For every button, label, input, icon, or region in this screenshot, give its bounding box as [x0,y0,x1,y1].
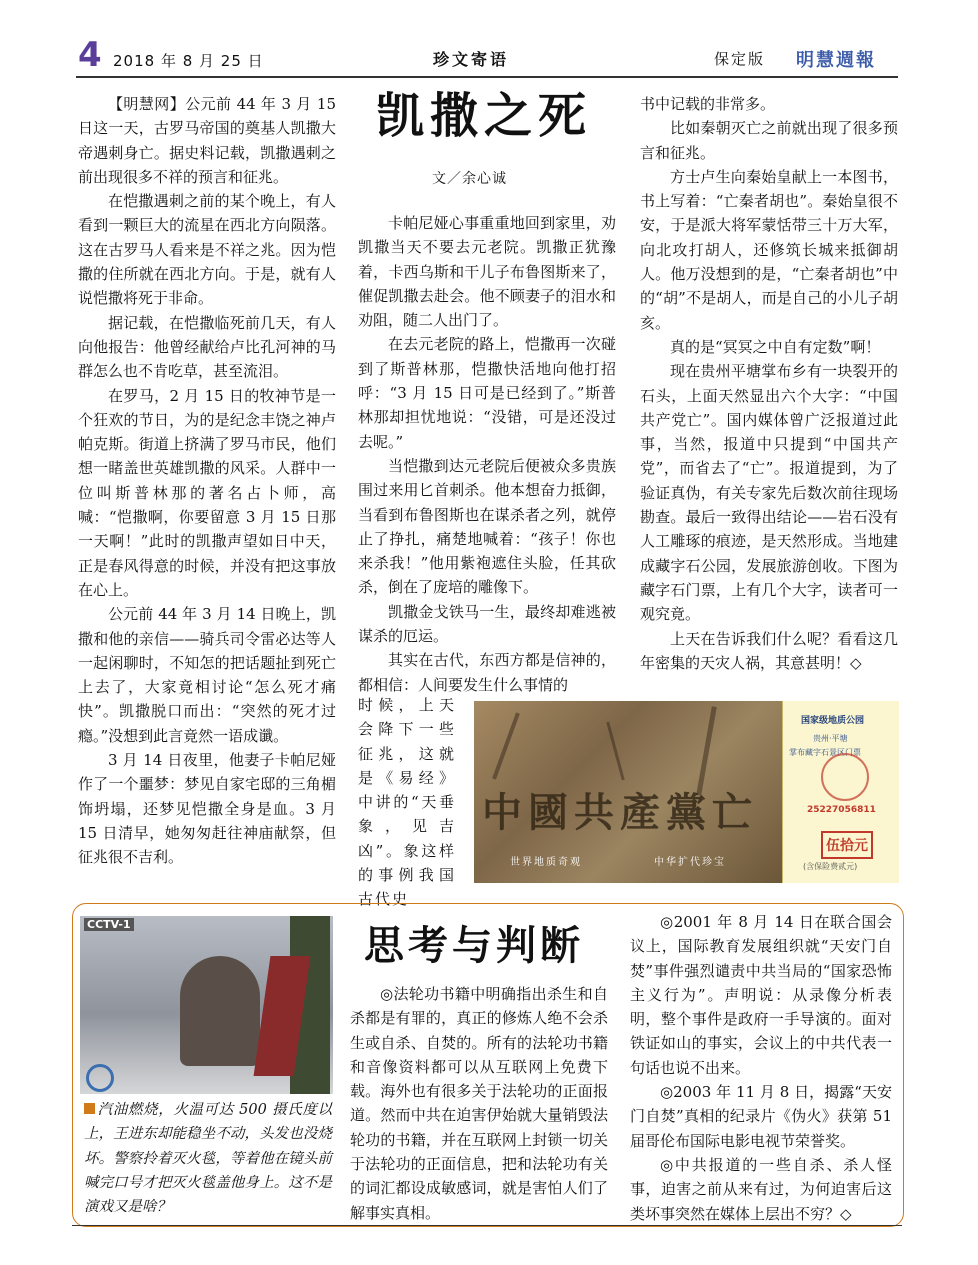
ticket-note: (含保险费贰元) [803,862,858,871]
tv-screenshot-photo [80,916,333,1094]
box-column-2 [350,982,608,1225]
ticket-org: 国家级地质公园 [801,716,865,726]
paragraph: 当恺撒到达元老院后便被众多贵族围过来用匕首刺杀。他本想奋力抵御，当看到布鲁图斯也在谋杀者之列，就停止了挣扎，痛楚地喊着：“孩子！你也来杀我！”他用紫袍遮住头脸，任其砍杀，倒在了庞培的雕像下。 [358,456,616,597]
paragraph: 在恺撒遇刺之前的某个晚上，有人看到一颗巨大的流星在西北方向陨落。这在古罗马人看来是不祥之兆。因为恺撒的住所就在西北方向。于是，就有人说恺撒将死于非命。 [78,192,336,308]
paragraph: 公元前 44 年 3 月 14 日晚上，凯撒和他的亲信——骑兵司令雷必达等人一起闲聊时，不知怎的把话题扯到死亡上去了，大家竟相讨论“怎么死才痛快”。凯撒脱口而出：“突然的死才过瘾。”没想到此言竟然一语成谶。 [78,605,336,745]
ticket-serial: 25227056811 [807,805,876,815]
photo-caption-left: 世界地质奇观 [510,857,582,868]
paragraph: 其实在古代，东西方都是信神的，都相信：人间要发生什么事情的 [358,651,616,694]
paragraph: ◎中共报道的一些自杀、杀人怪事，迫害之前从来有过，为何迫害后这类坏事突然在媒体上层出不穷？◇ [630,1155,892,1223]
page-number: 4 [78,35,102,75]
paragraph: 方士卢生向秦始皇献上一本图书，书上写着：“亡秦者胡也”。秦始皇很不安，于是派大将军蒙恬带三十万大军，向北攻打胡人，还修筑长城来抵御胡人。他万没想到的是，“亡秦者胡也”中的“胡”不是胡人，而是自己的小儿子胡亥。 [640,167,898,332]
inscribed-stone-photo [474,701,782,883]
seated-figure [180,956,260,1066]
stone-glyphs: 中國共產黨亡 [482,789,758,836]
paragraph: 据记载，在恺撒临死前几天，有人向他报告：他曾经献给卢比孔河神的马群怎么也不肯吃草，甚至流泪。 [78,313,336,381]
paragraph: 卡帕尼娅心事重重地回到家里，劝凯撒当天不要去元老院。凯撒正犹豫着，卡西乌斯和干儿子布鲁图斯来了，催促凯撒去赴会。他不顾妻子的泪水和劝阻，随二人出门了。 [358,214,616,330]
article-title: 凯撒之死 [376,88,593,144]
issue-date: 2018 年 8 月 25 日 [113,52,264,70]
header-rule [76,76,898,78]
tv-logo: CCTV-1 [84,918,134,931]
edition-label: 保定版 [714,50,766,68]
paragraph: 真的是“冥冥之中自有定数”啊！ [670,337,881,356]
footer-rule [72,1225,902,1226]
article-column-3 [640,92,898,675]
photo-caption-right: 中华扩代珍宝 [654,857,726,868]
square-bullet-icon [84,1103,95,1114]
paragraph: 在罗马，2 月 15 日的牧神节是一个狂欢的节日，为的是纪念丰饶之神卢帕克斯。街道上挤满了罗马市民，他们想一睹盖世英雄凯撒的风采。人群中一位叫斯普林那的著名占卜师，高喊：“恺撒啊，你要留意 3 月 15 日那一天啊！”此时的凯撒声望如日中天，正是春风得意的时候，并没有把这事放在心上。 [78,386,336,599]
article-column-2-narrow [358,693,456,912]
article-byline: 文／余心诚 [432,171,507,187]
channel-swirl-icon [86,1064,114,1092]
caption-text: 汽油燃烧，火温可达 500 摄氏度以上，王进东却能稳坐不动，头发也没烧坏。警察拎着灭火毯，等着他在镜头前喊完口号才把灭火毯盖他身上。这不是演戏又是啥？ [84,1102,332,1216]
ticket-name: 掌布藏字石景区门票 [789,748,861,757]
article-column-1 [78,92,336,870]
ticket-place: 贵州·平塘 [813,734,848,743]
ticket-stamp [821,753,869,801]
park-ticket-image [782,701,899,883]
paragraph: ◎2001 年 8 月 14 日在联合国会议上，国际教育发展组织就“天安门自焚”事件强烈谴责中共当局的“国家恐怖主义行为”。声明说：从录像分析表明，整个事件是政府一手导演的。面对铁证如山的事实，会议上的中共代表一句话也说不出来。 [630,913,892,1077]
box-column-3 [630,910,892,1226]
paragraph: 在去元老院的路上，恺撒再一次碰到了斯普林那，恺撒快活地向他打招呼：“3 月 15 日可是已经到了。”斯普林那却担忧地说：“没错，可是还没过去呢。” [358,335,616,451]
photo-caption [84,1098,332,1219]
paragraph: 现在贵州平塘掌布乡有一块裂开的石头，上面天然显出六个大字：“中国共产党亡”。国内媒体曾广泛报道过此事，当然，报道中只提到“中国共产党”，而省去了“亡”。报道提到，为了验证真伪，有关专家先后数次前往现场勘查。最后一致得出结论——岩石没有人工雕琢的痕迹，是天然形成。当地建成藏字石公园，发展旅游创收。下图为藏字石门票，上有几个大字，读者可一观究竟。 [640,362,898,624]
newspaper-brand: 明慧週報 [796,50,876,71]
paragraph: ◎法轮功书籍中明确指出杀生和自杀都是有罪的，真正的修炼人绝不会杀生或自杀、自焚的。所有的法轮功书籍和音像资料都可以从互联网上免费下载。海外也有很多关于法轮功的正面报道。然而中共在迫害伊始就大量销毁法轮功的书籍，并在互联网上封锁一切关于法轮功的正面信息，把和法轮功有关的词汇都设成敏感词，就是害怕人们了解事实真相。 [350,985,608,1222]
ticket-price: 伍拾元 [821,831,873,859]
paragraph: 3 月 14 日夜里，他妻子卡帕尼娅作了一个噩梦：梦见自家宅邸的三角楣饰坍塌，还梦见恺撒全身是血。3 月 15 日清早，她匆匆赶往神庙献祭，但征兆很不吉利。 [78,751,336,867]
paragraph: 比如秦朝灭亡之前就出现了很多预言和征兆。 [640,119,898,162]
article-column-2 [358,211,616,697]
paragraph: 时候，上天会降下一些征兆，这就是《易经》中讲的“天垂象，见吉凶”。象这样的事例我国古代史 [358,696,456,909]
paragraph: 书中记载的非常多。 [640,95,776,113]
paragraph: 凯撒金戈铁马一生，最终却难逃被谋杀的厄运。 [358,602,616,646]
section-title: 思考与判断 [364,922,584,969]
paragraph: 【明慧网】公元前 44 年 3 月 15 日这一天，古罗马帝国的奠基人凯撒大帝遇刺身亡。据史料记载，凯撒遇刺之前出现很多不祥的预言和征兆。 [78,95,336,186]
paragraph: ◎2003 年 11 月 8 日，揭露“天安门自焚”真相的纪录片《伪火》获第 51 届哥伦布国际电影电视节荣誉奖。 [630,1083,892,1150]
column-name: 珍文寄语 [433,50,510,69]
paragraph: 上天在告诉我们什么呢？看看这几年密集的天灾人祸，其意甚明！◇ [640,629,898,672]
